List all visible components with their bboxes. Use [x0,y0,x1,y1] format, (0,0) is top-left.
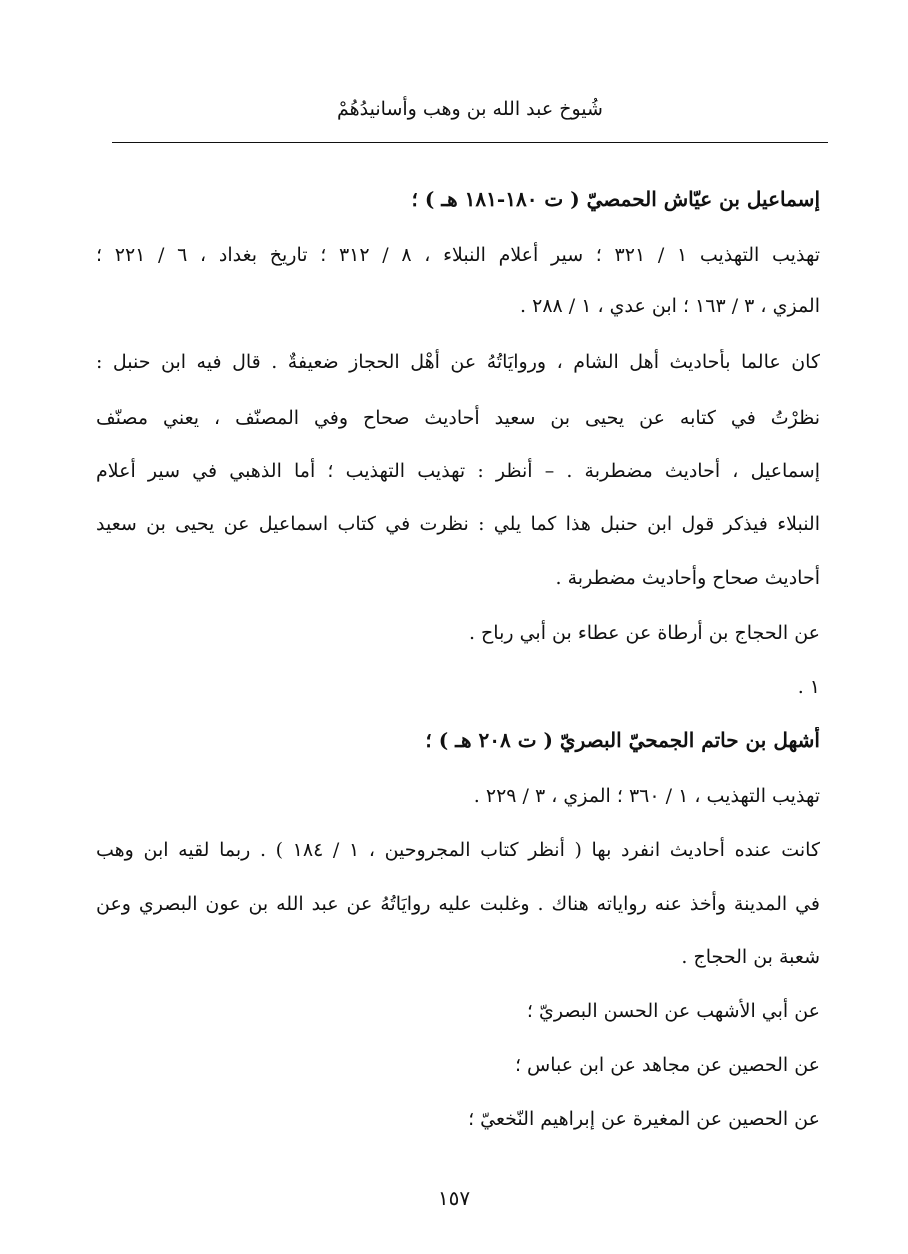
running-header: شُيوخ عبد الله بن وهب وأسانيدُهُمْ [337,98,603,120]
body-line: كان عالما بأحاديث أهل الشام ، وروايَاتُهُ عن أهْل الحجاز ضعيفةٌ . قال فيه ابن حنبل : [96,351,820,373]
entry-heading: إسماعيل بن عيّاش الحمصيّ ( ت ١٨٠-١٨١ هـ ) ؛ [411,187,820,211]
body-line: في المدينة وأخذ عنه رواياته هناك . وغلبت عليه روايَاتُهُ عن عبد الله بن عون البصري وعن [96,893,820,915]
body-line: كانت عنده أحاديث انفرد بها ( أنظر كتاب المجروحين ، ١ / ١٨٤ ) . ربما لقيه ابن وهب [96,839,820,861]
body-line: النبلاء فيذكر قول ابن حنبل هذا كما يلي : نظرت في كتاب اسماعيل عن يحيى بن سعيد [96,513,820,535]
isnad-line: عن الحصين عن المغيرة عن إبراهيم النّخعيّ ؛ [468,1108,820,1130]
header-rule [112,142,828,143]
reference-line: المزي ، ٣ / ١٦٣ ؛ ابن عدي ، ١ / ٢٨٨ . [520,295,820,317]
body-line: نظرْتُ في كتابه عن يحيى بن سعيد أحاديث صحاح وفي المصنّف ، يعني مصنّف [96,407,820,429]
isnad-line: ١ . [797,676,820,698]
reference-line: تهذيب التهذيب ، ١ / ٣٦٠ ؛ المزي ، ٣ / ٢٢٩ . [473,785,820,807]
isnad-line: عن الحصين عن مجاهد عن ابن عباس ؛ [514,1054,820,1076]
entry-heading: أشهل بن حاتم الجمحيّ البصريّ ( ت ٢٠٨ هـ ) ؛ [425,728,820,752]
isnad-line: عن الحجاج بن أرطاة عن عطاء بن أبي رباح . [468,622,820,644]
body-line: إسماعيل ، أحاديث مضطربة . – أنظر : تهذيب التهذيب ؛ أما الذهبي في سير أعلام [96,460,820,482]
isnad-line: عن أبي الأشهب عن الحسن البصريّ ؛ [526,1000,820,1022]
reference-line: تهذيب التهذيب ١ / ٣٢١ ؛ سير أعلام النبلاء ، ٨ / ٣١٢ ؛ تاريخ بغداد ، ٦ / ٢٢١ ؛ [96,244,820,266]
page-number: ١٥٧ [437,1186,471,1210]
body-line: أحاديث صحاح وأحاديث مضطربة . [555,567,820,589]
body-line: شعبة بن الحجاج . [681,946,820,968]
